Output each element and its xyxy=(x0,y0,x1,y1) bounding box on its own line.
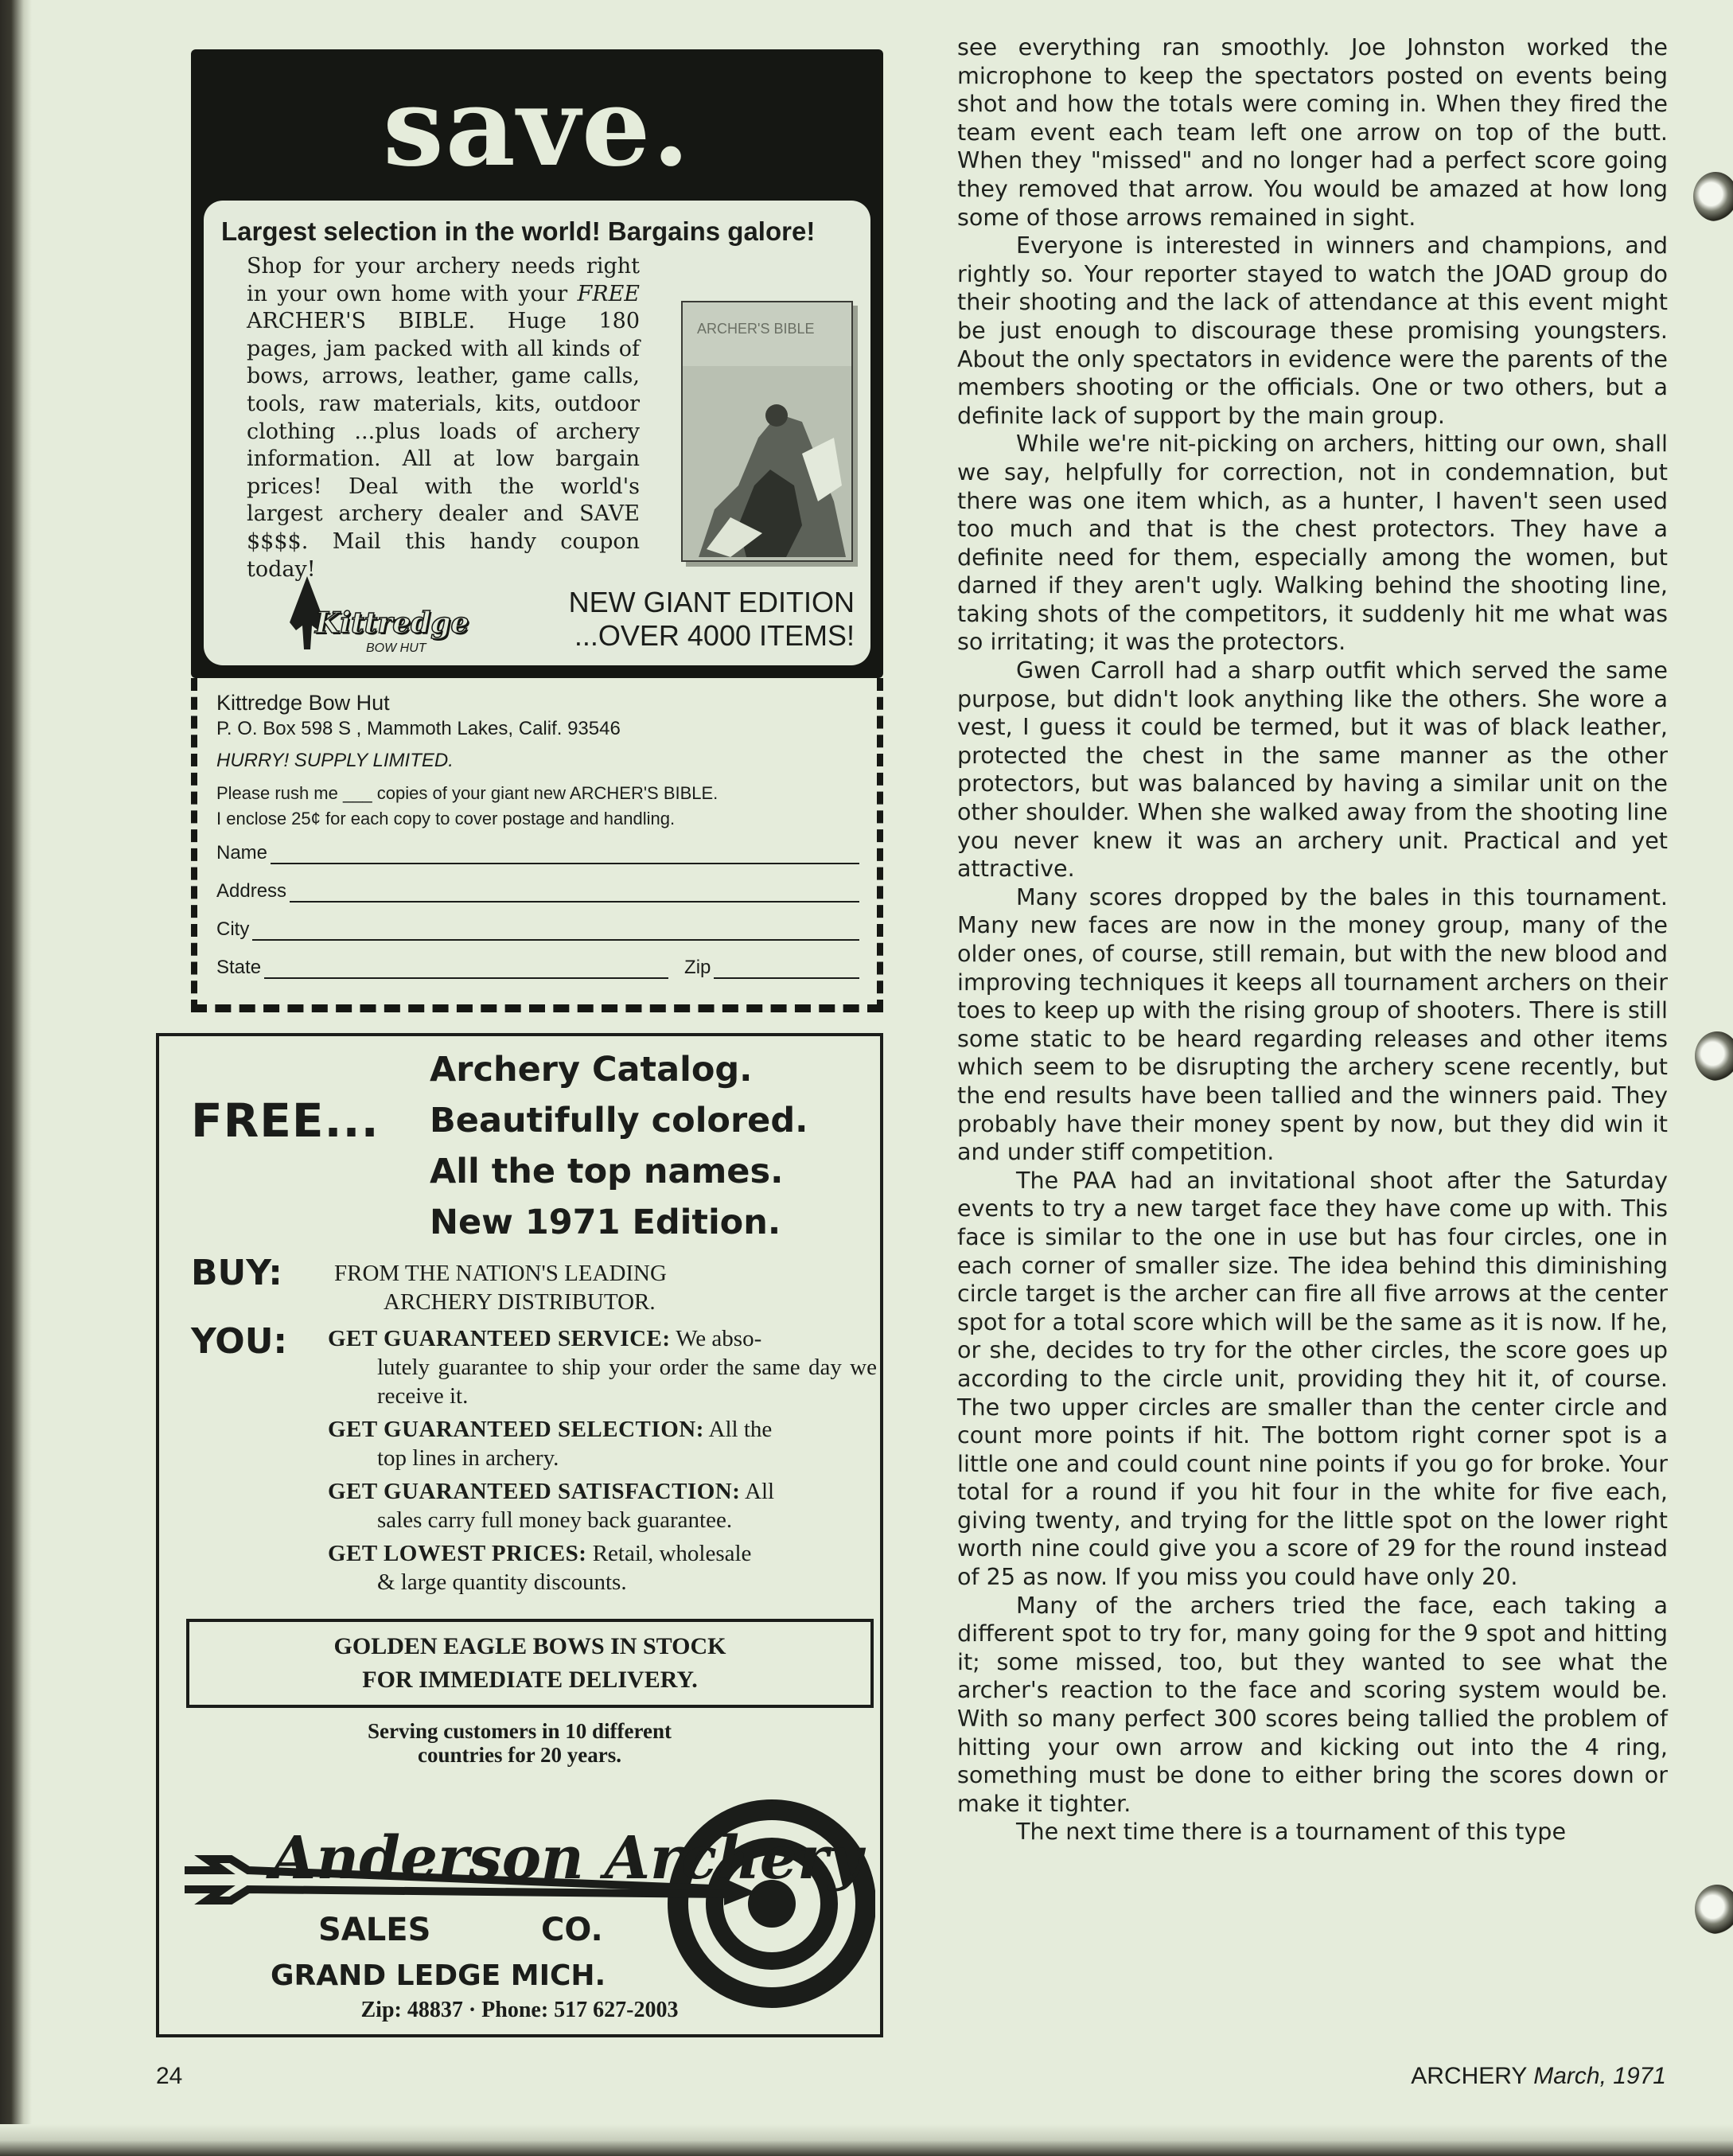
page-number: 24 xyxy=(156,2063,183,2089)
binding-edge xyxy=(0,0,32,2156)
name-line[interactable] xyxy=(271,847,859,864)
punch-hole xyxy=(1693,172,1733,221)
guarantee-text: sales carry full money back guarantee. xyxy=(377,1507,733,1533)
body-emphasis: FREE xyxy=(577,281,640,306)
anderson-logo-name: Anderson Archery xyxy=(271,1824,863,1893)
catalog-line: Archery Catalog. xyxy=(430,1050,753,1090)
golden-line: GOLDEN EAGLE BOWS IN STOCK xyxy=(333,1633,726,1659)
kittredge-ad xyxy=(191,49,883,1012)
golden-eagle-box xyxy=(186,1619,874,1708)
coupon-hurry: HURRY! SUPPLY LIMITED. xyxy=(216,750,454,771)
edition-line: NEW GIANT EDITION xyxy=(568,586,855,618)
guarantee-item xyxy=(328,1539,877,1597)
state-label: State xyxy=(216,957,262,978)
serving-text xyxy=(159,1719,880,1767)
guarantee-text: All the xyxy=(703,1417,773,1442)
city-field[interactable] xyxy=(216,914,859,941)
kittredge-ad-inner xyxy=(204,201,870,665)
article-column xyxy=(957,33,1668,1846)
state-zip-field[interactable] xyxy=(216,952,859,979)
guarantee-text: lutely guarantee to ship your order the same day we receive it. xyxy=(377,1355,877,1409)
kittredge-logo-sub: BOW HUT xyxy=(366,641,426,655)
catalog-line: All the top names. xyxy=(430,1152,784,1191)
guarantee-text: top lines in archery. xyxy=(377,1445,559,1471)
body-text: Shop for your archery needs right in your own home with your xyxy=(247,254,640,306)
guarantee-item xyxy=(328,1415,877,1472)
article-paragraph: see everything ran smoothly. Joe Johnston worked the microphone to keep the spectators posted on events being shot and how the totals were coming in. When they fired the team event each team left one arrow on top of the butt. When they "missed" and no longer had a perfect score going they removed that arrow. You would be amazed at how long some of those arrows remained in sight. xyxy=(957,33,1668,231)
address-label: Address xyxy=(216,880,287,902)
catalog-line: New 1971 Edition. xyxy=(430,1203,781,1242)
buy-text xyxy=(334,1259,667,1316)
guarantee-text: We abso- xyxy=(670,1326,762,1351)
address-field[interactable] xyxy=(216,875,859,903)
state-line[interactable] xyxy=(264,961,668,979)
article-paragraph: The PAA had an invitational shoot after the Saturday events to try a new target face they have come up with. This face is similar to the one in use but has four circles, one in each corner of smaller size. The idea behind this diminishing circle target is the archer can fire all five arrows at the center spot for a total score which will be the same as it is now. If he, or she, decides to try for the other circles, the score goes up according to the circle unit, providing they hit it, of course. The two upper circles are smaller than the center circle and count more points if hit. The bottom right corner spot is a little one and could count nine points if you go for broke. Your total for a round if you hit four in the white for five each, giving twenty, and trying for the little spot on the lower right worth nine could give you a score of 29 for the round instead of 25 as now. If you miss you could have only 20. xyxy=(957,1166,1668,1591)
article-paragraph: While we're nit-picking on archers, hitting our own, shall we say, helpfully for correction, not in condemnation, but there was one item which, as a hunter, I haven't seen used too much and that is the chest protectors. They have a definite need for them, especially among the women, but darned if they aren't ugly. Walking behind the shooting line, taking shots of the competitors, it suddenly hit me what was so irritating; it was the protectors. xyxy=(957,430,1668,656)
book-cover-illustration xyxy=(683,366,851,560)
article-paragraph: Many of the archers tried the face, each taking a different spot to try for, many going for the 9 spot and hitting it; some missed, too, but they wanted to see what the archer's reaction to the face and scoring system would be. With so many perfect 300 scores being tallied the problem of hitting your own arrow and kicking out into the 4 ring, something must be done to either bring the scores down or make it tighter. xyxy=(957,1591,1668,1817)
kittredge-ad-panel xyxy=(191,49,883,678)
zip-label: Zip xyxy=(684,957,711,978)
guarantee-text: & large quantity discounts. xyxy=(377,1569,627,1595)
running-footer xyxy=(1411,2063,1666,2090)
article-paragraph: Everyone is interested in winners and champions, and rightly so. Your reporter stayed to watch the JOAD group do their shooting and the lack of attendance at this event might be just enough to discourage these promising youngsters. About the only spectators in evidence were the parents of the members shooting or the officials. One or two others, but a definite lack of support by the main group. xyxy=(957,232,1668,429)
guarantee-item xyxy=(328,1324,877,1410)
article-paragraph: Many scores dropped by the bales in this tournament. Many new faces are now in the money group, many of the older ones, of course, still remain, but with the new blood and improving techniques it keeps all tournament archers on their toes to keep up with the rising group of shooters. There is still some static to be heard regarding releases and other items which seem to be disrupting the archery scene recently, but the end results have been tallied and the winners paid. They probably have their money spent by now, but they did win it and under stiff competition. xyxy=(957,883,1668,1166)
you-label: YOU: xyxy=(191,1321,288,1362)
anderson-logo-city: GRAND LEDGE MICH. xyxy=(271,1959,606,1992)
anderson-logo-co: CO. xyxy=(541,1912,603,1948)
save-banner: save. xyxy=(383,64,691,191)
city-line[interactable] xyxy=(252,923,859,941)
punch-hole xyxy=(1695,1885,1733,1934)
kittredge-logo xyxy=(283,575,474,654)
anderson-contact: Zip: 48837 · Phone: 517 627-2003 xyxy=(360,1998,679,2022)
buy-label: BUY: xyxy=(191,1253,282,1293)
free-headline: FREE... xyxy=(191,1094,380,1148)
issue-date: March, 1971 xyxy=(1533,2063,1666,2089)
order-coupon xyxy=(191,678,883,1012)
catalog-headline xyxy=(430,1044,875,1248)
edition-line: ...OVER 4000 ITEMS! xyxy=(574,619,855,652)
guarantee-text: All xyxy=(740,1479,775,1504)
name-label: Name xyxy=(216,842,268,864)
kittredge-logo-name: Kittredge xyxy=(315,606,469,640)
guarantee-head: GET GUARANTEED SATISFACTION: xyxy=(328,1479,741,1504)
guarantee-text: Retail, wholesale xyxy=(586,1541,752,1566)
article-paragraph: The next time there is a tournament of this type xyxy=(1016,1818,1567,1846)
kittredge-headline: Largest selection in the world! Bargains galore! xyxy=(221,216,816,246)
city-label: City xyxy=(216,918,250,940)
catalog-book-image xyxy=(681,301,853,562)
magazine-name: ARCHERY xyxy=(1411,2063,1527,2089)
guarantee-head: GET LOWEST PRICES: xyxy=(328,1541,587,1566)
serving-line: Serving customers in 10 different xyxy=(368,1719,672,1743)
body-text: ARCHER'S BIBLE. Huge 180 pages, jam packed with all kinds of bows, arrows, leather, game calls, tools, raw materials, kits, outdoor clothing ...plus loads of archery information. All at low bargain prices! Deal with the world's largest archery dealer and SAVE $$$$. Mail this handy coupon today! xyxy=(247,309,640,582)
article-paragraph: Gwen Carroll had a sharp outfit which served the same purpose, but didn't look anything like the others. She wore a vest, I guess it could be termed, but it was of black leather, protected the chest in the same manner as the other protectors, but was balanced by having a similar unit on the other shoulder. When she walked away from the shooting line you never knew it was an archery unit. Practical and yet attractive. xyxy=(957,657,1668,883)
punch-hole xyxy=(1695,1031,1733,1081)
guarantee-head: GET GUARANTEED SERVICE: xyxy=(328,1326,671,1351)
book-title: ARCHER'S BIBLE xyxy=(697,321,815,337)
buy-text-line: FROM THE NATION'S LEADING xyxy=(334,1261,667,1286)
anderson-logo xyxy=(175,1784,875,2023)
coupon-address: P. O. Box 598 S , Mammoth Lakes, Calif. 93546 xyxy=(216,718,621,739)
coupon-enclose: I enclose 25¢ for each copy to cover postage and handling. xyxy=(216,809,676,828)
serving-line: countries for 20 years. xyxy=(418,1743,621,1767)
guarantee-item xyxy=(328,1477,877,1534)
buy-text-line: ARCHERY DISTRIBUTOR. xyxy=(384,1289,656,1315)
edition-callout xyxy=(569,586,855,653)
name-field[interactable] xyxy=(216,837,859,864)
address-line[interactable] xyxy=(290,885,859,903)
coupon-rush: Please rush me ___ copies of your giant new ARCHER'S BIBLE. xyxy=(216,783,719,803)
zip-line[interactable] xyxy=(714,961,859,979)
coupon-company: Kittredge Bow Hut xyxy=(216,691,390,715)
anderson-archery-ad xyxy=(156,1033,883,2037)
bottom-edge xyxy=(0,2124,1733,2156)
catalog-line: Beautifully colored. xyxy=(430,1101,808,1140)
anderson-logo-sales: SALES xyxy=(318,1912,431,1948)
guarantee-head: GET GUARANTEED SELECTION: xyxy=(328,1417,704,1442)
golden-line: FOR IMMEDIATE DELIVERY. xyxy=(362,1667,698,1693)
kittredge-body xyxy=(247,253,640,583)
